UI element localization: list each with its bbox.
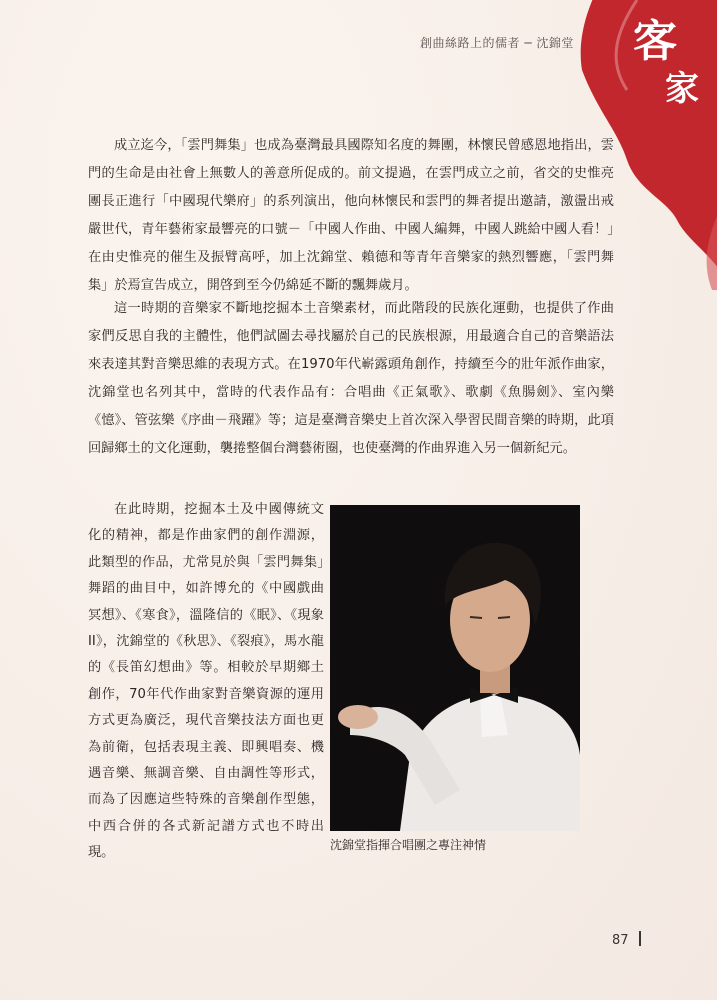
page-number: 87 — [612, 933, 629, 948]
paragraph-1: 成立迄今，「雲門舞集」也成為臺灣最具國際知名度的舞團，林懷民曾感恩地指出，雲門的生命是由社會上無數人的善意所促成的。前文提過，在雲門成立之前，省交的史惟亮團長正進行「中國現代樂府」的系列演出，他向林懷民和雲門的舞者提出邀請，激盪出戒嚴世代，青年藝術家最響亮的口號－「中國人作曲、中國人編舞，中國人跳給中國人看！」在由史惟亮的催生及振臂高呼，加上沈錦堂、賴德和等青年音樂家的熱烈響應，「雲門舞集」於焉宣告成立，開啓到至今仍綿延不斷的飄舞歲月。 — [88, 138, 614, 293]
photo-caption: 沈錦堂指揮合唱團之專注神情 — [330, 838, 487, 852]
page-number-divider — [639, 931, 641, 946]
section-char-ke: 客 — [633, 16, 677, 67]
section-char-jia: 家 — [665, 69, 699, 109]
conductor-illustration — [330, 505, 580, 831]
paragraph-3: 在此時期，挖掘本土及中國傳統文化的精神，都是作曲家們的創作淵源，此類型的作品，尤常見於與「雲門舞集」舞蹈的曲目中，如許博允的《中國戲曲冥想》、《寒食》，溫隆信的《眠》、《現象II》，沈錦堂的《秋思》、《裂痕》，馬水龍的《長笛幻想曲》等。相較於早期鄉土創作，70年代作曲家對音樂資源的運用方式更為廣泛，現代音樂技法方面也更為前衛，包括表現主義、即興唱奏、機遇音樂、無調音樂、自由調性等形式，而為了因應這些特殊的音樂創作型態，中西合併的各式新記譜方式也不時出現。 — [88, 502, 324, 861]
running-head: 創曲絲路上的儒者 ─ 沈錦堂 — [420, 36, 574, 50]
paragraph-2: 這一時期的音樂家不斷地挖掘本土音樂素材，而此階段的民族化運動，也提供了作曲家們反思自我的主體性，他們試圖去尋找屬於自己的民族根源，用最適合自己的音樂語法來表達其對音樂思維的表現方式。在1970年代嶄露頭角創作，持續至今的壯年派作曲家，沈錦堂也名列其中，當時的代表作品有：合唱曲《正氣歌》、歌劇《魚腸劍》、室內樂《憶》、管弦樂《序曲－飛躍》等；這是臺灣音樂史上首次深入學習民間音樂的時期，此項回歸鄉土的文化運動，襲捲整個台灣藝術圈，也使臺灣的作曲界進入另一個新紀元。 — [88, 301, 614, 456]
conductor-photo — [330, 505, 580, 831]
